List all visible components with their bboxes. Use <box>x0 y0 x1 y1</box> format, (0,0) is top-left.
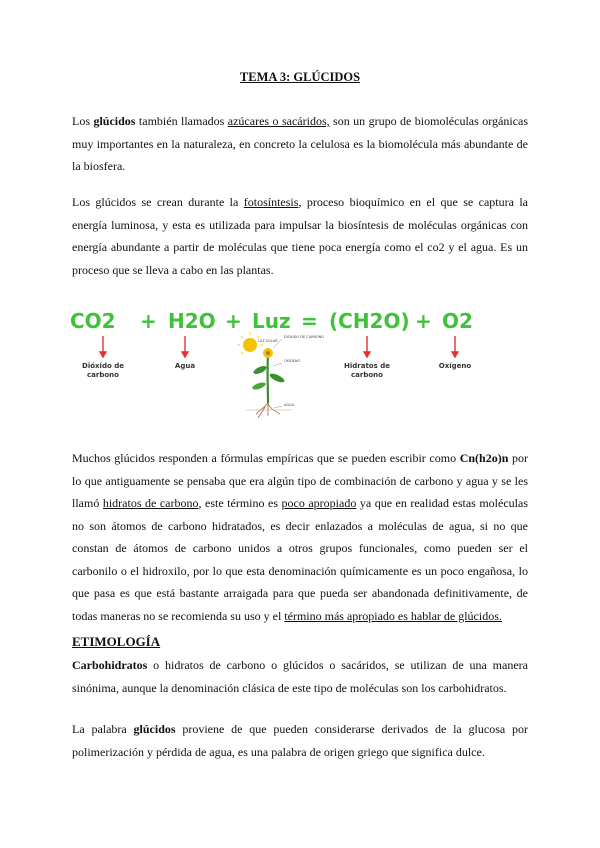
photosynthesis-paragraph: Los glúcidos se crean durante la fotosíntesis, proceso bioquímico en el que se captura la energía luminosa, y esta es utilizada para impulsar la biosíntesis de moléculas orgánicas con energía abundante a partir de moléculas que tiene poca energía como el co2 y el agua. Es un proceso que se lleva a cabo en las plantas. <box>72 195 528 277</box>
equation-plus-3: + <box>415 309 432 333</box>
plant-illustration <box>237 332 324 418</box>
arrows <box>100 336 458 357</box>
arrow-head-ch2o <box>364 352 370 357</box>
flower-center-icon <box>266 351 270 355</box>
leaf-icon <box>251 381 266 391</box>
etymology-paragraph-2: La palabra glúcidos proviene de que pueden considerarse derivados de la glucosa por polimerización y pérdida de agua, es una palabra de origen griego que significa dulce. <box>72 722 528 759</box>
equation-o2: O2 <box>442 309 473 333</box>
label-o2: Oxígeno <box>438 362 472 370</box>
underlined-term: fotosíntesis <box>243 195 299 209</box>
plant-label-o2: OXÍGENO <box>284 359 301 363</box>
leaf-icon <box>252 364 267 375</box>
label-co2-line1: Dióxido de <box>82 362 124 370</box>
plant-label-water: AGUA <box>284 403 295 407</box>
bold-term: Carbohidratos <box>72 658 148 672</box>
equation-plus-2: + <box>225 309 242 333</box>
label-ch2o-line2: carbono <box>351 371 383 379</box>
equation-co2: CO2 <box>70 309 116 333</box>
label-co2-line2: carbono <box>87 371 119 379</box>
equation-luz: Luz <box>252 309 291 333</box>
etymology-paragraph-1: Carbohidratos o hidratos de carbono o glúcidos o sacáridos, se utilizan de una manera sinónima, aunque la denominación clásica de este tipo de moléculas son los carbohidratos. <box>72 658 528 695</box>
photosynthesis-diagram <box>70 298 530 420</box>
section-heading-etymology: ETIMOLOGÍA <box>72 634 161 649</box>
equation-plus-1: + <box>140 309 157 333</box>
equation-h2o: H2O <box>168 309 216 333</box>
carbohydrate-formula-paragraph: Muchos glúcidos responden a fórmulas empíricas que se pueden escribir como Cn(h2o)n por lo que antiguamente se pensaba que era algún tipo de combinación de carbono y agua y se les llamó hidratos de carbono, este término es poco apropiado ya que en realidad estas moléculas no son átomos de carbono hidratados, es decir enlazados a moléculas de agua, si no que constan de átomos de carbono unidos a otros grupos funcionales, como pueden ser el carbonilo o el hidroxilo, por lo que esta denominación químicamente es un poco engañosa, lo que pasa es que está bastante arraigada para que pueda ser abandonada definitivamente, de todas maneras no se recomienda su uso y el término más apropiado es hablar de glúcidos. <box>72 451 528 623</box>
plant-pointer-lines <box>273 339 282 408</box>
bold-formula: Cn(h2o)n <box>459 451 509 465</box>
sun-icon <box>243 338 257 352</box>
plant-label-co2: DIÓXIDO DE CARBONO <box>284 335 325 339</box>
underlined-term: término más apropiado es hablar de glúcidos. <box>284 608 502 623</box>
plant-label-sun: LUZ SOLAR <box>258 339 278 343</box>
label-ch2o-line1: Hidratos de <box>344 362 390 370</box>
underlined-term: poco apropiado <box>281 496 357 510</box>
leaf-icon <box>268 372 285 384</box>
equation-equals: = <box>301 309 318 333</box>
bold-term: glúcidos <box>133 722 176 736</box>
roots-icon <box>256 403 280 418</box>
intro-paragraph: Los glúcidos también llamados azúcares o sacáridos, son un grupo de biomoléculas orgánicas muy importantes en la naturaleza, en concreto la celulosa es la biomolécula más abundante de la biosfera. <box>72 114 528 173</box>
underlined-term: hidratos de carbono <box>102 496 199 510</box>
underlined-term: azúcares o sacáridos, <box>227 114 330 128</box>
arrow-head-o2 <box>452 352 458 357</box>
bold-term: glúcidos <box>93 114 136 128</box>
arrow-head-co2 <box>100 352 106 357</box>
label-h2o: Agua <box>174 362 196 370</box>
page-title: TEMA 3: GLÚCIDOS <box>239 70 361 84</box>
equation-ch2o: (CH2O) <box>329 309 410 333</box>
arrow-head-h2o <box>182 352 188 357</box>
